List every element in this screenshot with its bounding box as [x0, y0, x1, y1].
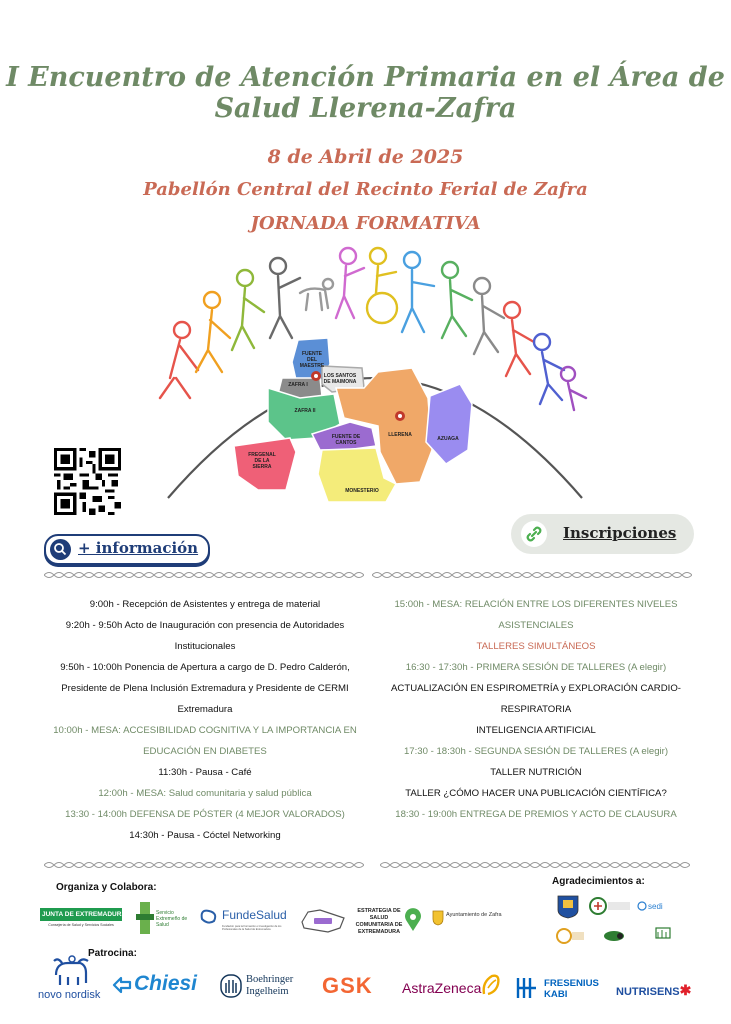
- program-item: 11:30h - Pausa - Café: [158, 767, 252, 778]
- program-item: TALLER NUTRICIÓN: [490, 767, 582, 778]
- map-label-fuente-de-cantos: FUENTE DE: [331, 434, 361, 440]
- program-item: 12:00h - MESA: Salud comunitaria y salud pública: [98, 788, 312, 799]
- sedi-logo-icon: [638, 902, 663, 911]
- fresenius-mark-icon: [516, 976, 538, 1000]
- astrazeneca-swirl-icon: [480, 972, 502, 998]
- chiesi-mark-icon: [112, 976, 132, 994]
- logo-astrazeneca: AstraZeneca: [402, 980, 481, 996]
- program-item: 9:50h - 10:00h Ponencia de Apertura a cargo de D. Pedro Calderón,: [60, 662, 350, 673]
- fundesalud-icon: [198, 905, 220, 925]
- program-item: 10:00h - MESA: ACCESIBILIDAD COGNITIVA Y LA IMPORTANCIA EN: [53, 725, 357, 736]
- logo-gsk: GSK: [322, 973, 373, 998]
- svg-text:DE MAIMONA: DE MAIMONA: [323, 379, 357, 385]
- program-item: Extremadura: [177, 704, 233, 715]
- logo-junta-extremadura: JUNTA DE EXTREMADURA Consejería de Salud y Servicios Sociales: [40, 908, 122, 927]
- svg-text:CANTOS: CANTOS: [335, 440, 357, 446]
- map-label-los-santos: LOS SANTOS: [323, 373, 357, 379]
- logo-estrategia-salud: ESTRATEGIA DE SALUD COMUNITARIA DE EXTREMADURA: [355, 908, 403, 935]
- patrocina-label: Patrocina:: [88, 948, 137, 959]
- program-item: 9:00h - Recepción de Asistentes y entrega de material: [89, 599, 321, 610]
- program-item: TALLERES SIMULTÁNEOS: [476, 641, 596, 652]
- svg-text:MAESTRE: MAESTRE: [299, 363, 325, 369]
- map-label-azuaga: AZUAGA: [437, 436, 459, 442]
- semfyc-logo-icon: [604, 931, 624, 941]
- program-item: 18:30 - 19:00h ENTREGA DE PREMIOS Y ACTO DE CLAUSURA: [395, 809, 677, 820]
- area-map-illustration: [150, 238, 600, 510]
- program-item: ASISTENCIALES: [498, 620, 574, 631]
- link-icon: [521, 521, 547, 547]
- logo-ses: Servicio Extremeño de Salud: [136, 900, 192, 936]
- divider-bottom-right: [380, 860, 690, 870]
- ses-emblem-icon: [136, 900, 156, 936]
- semergen-logo-icon: [557, 929, 584, 943]
- event-date: 8 de Abril de 2025: [267, 146, 464, 168]
- map-label-zafra-i: ZAFRA I: [288, 382, 308, 388]
- search-icon: [50, 539, 71, 560]
- program-item: 9:20h - 9:50h Acto de Inauguración con presencia de Autoridades: [65, 620, 345, 631]
- svg-text:sedi: sedi: [648, 902, 663, 911]
- map-label-fregenal: FREGENAL: [248, 452, 276, 458]
- program-item: 16:30 - 17:30h - PRIMERA SESIÓN DE TALLERES (A elegir): [405, 662, 667, 673]
- divider-top-right: [372, 570, 692, 580]
- divider-top-left: [44, 570, 364, 580]
- qr-code[interactable]: [54, 448, 121, 515]
- seteba-logo-icon: [656, 928, 670, 938]
- colegio-logo-icon: [590, 898, 630, 914]
- svg-text:DE LA: DE LA: [254, 458, 270, 464]
- program-item: Institucionales: [174, 641, 236, 652]
- asterisk-icon: ✱: [679, 982, 692, 998]
- program-morning: [40, 594, 370, 846]
- program-item: 17:30 - 18:30h - SEGUNDA SESIÓN DE TALLERES (A elegir): [403, 746, 669, 757]
- program-item: 14:30h - Pausa - Cóctel Networking: [129, 830, 281, 841]
- program-item: Presidente de Plena Inclusión Extremadura y Presidente de CERMI: [61, 683, 349, 694]
- program-item: EDUCACIÓN EN DIABETES: [143, 746, 267, 757]
- svg-text:SIERRA: SIERRA: [252, 464, 272, 470]
- zafra-shield-icon: [432, 910, 444, 926]
- agradecimientos-label: Agradecimientos a:: [552, 876, 645, 887]
- svg-text:DEL: DEL: [307, 357, 317, 363]
- health-area-map: [234, 338, 472, 502]
- event-title: I Encuentro de Atención Primaria en el Área de Salud Llerena-Zafra: [6, 62, 725, 124]
- signup-button[interactable]: [511, 514, 694, 554]
- map-label-zafra-ii: ZAFRA II: [294, 408, 316, 414]
- map-label-llerena: LLERENA: [388, 432, 412, 438]
- program-item: INTELIGENCIA ARTIFICIAL: [476, 725, 596, 736]
- logo-nutrisens: NUTRISENS✱: [616, 982, 692, 998]
- divider-bottom-left: [44, 860, 364, 870]
- program-item: RESPIRATORIA: [500, 704, 572, 715]
- map-label-fuente-del-maestre: FUENTE: [302, 351, 322, 357]
- more-info-label: + información: [78, 539, 199, 557]
- program-afternoon: [372, 594, 700, 825]
- region-azuaga: [426, 384, 472, 464]
- logo-novo-nordisk: novo nordisk: [38, 955, 106, 1005]
- program-item: ACTUALIZACIÓN EN ESPIROMETRÍA y EXPLORACIÓN CARDIO-: [391, 683, 681, 694]
- program-item: TALLER ¿CÓMO HACER UNA PUBLICACIÓN CIENTÍFICA?: [405, 788, 667, 799]
- thanks-logos: [556, 892, 676, 950]
- apis-bull-icon: [52, 955, 92, 987]
- escudo-logo-icon: [558, 896, 578, 918]
- event-type: JORNADA FORMATIVA: [250, 213, 481, 234]
- event-venue: Pabellón Central del Recinto Ferial de Zafra: [143, 179, 588, 200]
- extremadura-map-logo: [298, 906, 348, 936]
- signup-label: Inscripciones: [563, 524, 677, 542]
- map-pin-logo-icon: [404, 908, 422, 932]
- program-item: 15:00h - MESA: RELACIÓN ENTRE LOS DIFERENTES NIVELES: [394, 599, 678, 610]
- organiza-label: Organiza y Colabora:: [56, 882, 157, 893]
- map-label-monesterio: MONESTERIO: [345, 488, 379, 494]
- more-info-button[interactable]: [44, 534, 210, 565]
- program-item: 13:30 - 14:00h DEFENSA DE PÓSTER (4 MEJOR VALORADOS): [65, 809, 345, 820]
- boehringer-building-icon: [220, 974, 242, 998]
